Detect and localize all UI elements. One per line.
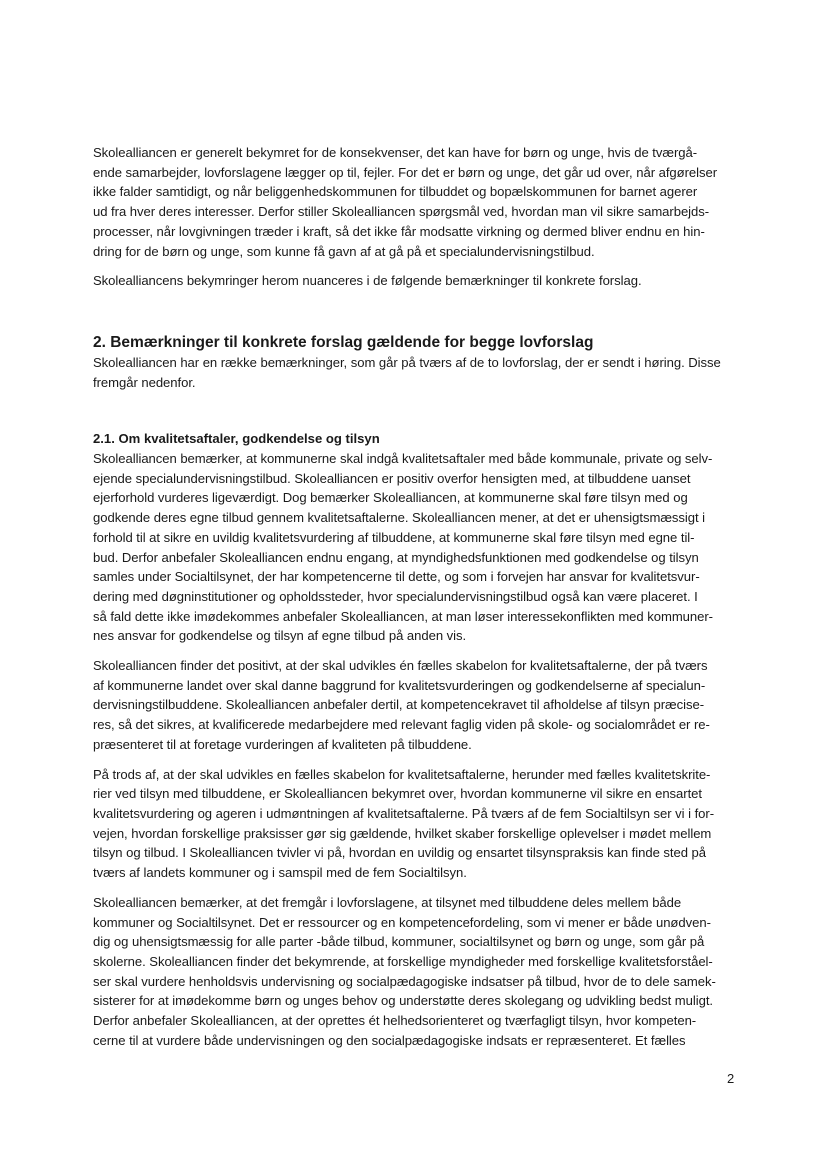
intro-section	[93, 143, 737, 291]
section-2-1-heading: 2.1. Om kvalitetsaftaler, godkendelse og tilsyn	[93, 431, 380, 447]
text-line: ud fra hver deres interesser. Derfor stiller Skolealliancen spørgsmål ved, hvordan man vil sikre samarbejds-	[93, 204, 710, 220]
text-line: kvalitetsvurdering og ageren i udmøntningen af kvalitetsaftalerne. På tværs af de fem Socialtilsyn ser vi i for-	[93, 805, 715, 821]
text-line: ser skal vurdere henholdsvis undervisning og socialpædagogiske indsatser på tilbud, hvor de to dele samek-	[93, 973, 716, 989]
text-line: ikke falder samtidigt, og når beliggenhedskommunen for tilbuddet og bopælskommunen for barnet agerer	[93, 184, 698, 200]
text-line: vejen, hvordan forskellige praksisser gør sig gældende, hvilket skaber forskellige oplevelser i mødet mellem	[93, 825, 712, 841]
paragraph	[93, 271, 737, 291]
text-line: godkende deres egne tilbud gennem kvalitetsaftalerne. Skolealliancen mener, at det er uhensigtsmæssigt i	[93, 510, 706, 526]
text-line: så fald dette ikke imødekommes anbefaler Skolealliancen, at man løser interessekonflikten med kommuner-	[93, 608, 713, 624]
text-line: res, så det sikres, at kvalificerede medarbejdere med relevant faglig viden på skole- og socialområdet er re-	[93, 717, 710, 733]
text-line: Skolealliancen er generelt bekymret for de konsekvenser, det kan have for børn og unge, hvis de tværgå-	[93, 145, 698, 160]
text-line: nes ansvar for godkendelse og tilsyn af egne tilbud på anden vis.	[93, 628, 467, 644]
text-line: tilsyn og tilbud. I Skolealliancen tvivler vi på, hvordan en uvildig og ensartet tilsynspraksis kan finde sted på	[93, 845, 707, 861]
text-line: forhold til at sikre en uvildig kvalitetsvurdering af tilbuddene, at kommunerne skal føre tilsyn med egne til-	[93, 529, 695, 545]
page-body	[93, 143, 737, 1060]
page-number: 2	[727, 1071, 735, 1086]
text-line: tværs af landets kommuner og i samspil med de fem Socialtilsyn.	[93, 865, 467, 881]
text-line: samles under Socialtilsynet, der har kompetencerne til dette, og som i forvejen har ansvar for kvalitetsvur-	[93, 569, 700, 585]
paragraph	[93, 449, 737, 646]
text-line: Skolealliancen har en række bemærkninger, som går på tværs af de to lovforslag, der er sendt i høring. Disse	[93, 354, 721, 370]
text-line: ejende specialundervisningstilbud. Skolealliancen er positiv overfor hensigten med, at tilbuddene uanset	[93, 470, 691, 486]
paragraph	[93, 143, 737, 261]
text-line: dring for de børn og unge, som kunne få gavn af at gå på et specialundervisningstilbud.	[93, 243, 595, 259]
text-line: kommuner og Socialtilsynet. Det er ressourcer og en kompetencefordeling, som vi mener er både unødven-	[93, 914, 711, 930]
section-2-1-body	[93, 449, 737, 1050]
text-line: cerne til at vurdere både undervisningen og den socialpædagogiske indsats er repræsenteret. Et fælles	[93, 1032, 686, 1048]
paragraph	[93, 656, 737, 755]
text-line: processer, når lovgivningen træder i kraft, så det ikke får modsatte virkning og dermed bliver endnu en hin-	[93, 223, 705, 239]
text-line: ende samarbejder, lovforslagene lægger op til, fejler. For det er børn og unge, det går ud over, når afgørelser	[93, 164, 718, 180]
text-line: Skolealliancen bemærker, at kommunerne skal indgå kvalitetsaftaler med både kommunale, private og selv-	[93, 451, 713, 467]
text-line: ejerforhold vurderes ligeværdigt. Dog bemærker Skolealliancen, at kommunerne skal føre tilsyn med og	[93, 490, 688, 506]
paragraph	[93, 765, 737, 883]
text-line: På trods af, at der skal udvikles en fælles skabelon for kvalitetsaftalerne, herunder med fælles kvalitetskrite-	[93, 766, 711, 782]
paragraph	[93, 893, 737, 1051]
text-line: Skolealliancen finder det positivt, at der skal udvikles én fælles skabelon for kvalitetsaftalerne, der på tværs	[93, 658, 708, 674]
text-line: af kommunerne landet over skal danne baggrund for kvalitetsvurderingen og godkendelserne af specialun-	[93, 677, 706, 693]
section-2-heading: 2. Bemærkninger til konkrete forslag gældende for begge lovforslag	[93, 333, 594, 351]
text-line: dering med døgninstitutioner og opholdssteder, hvor specialundervisningstilbud også kan være placeret. I	[93, 588, 698, 604]
text-line: bud. Derfor anbefaler Skolealliancen endnu engang, at myndighedsfunktionen med godkendelse og tilsyn	[93, 549, 699, 565]
text-line: præsenteret til at foretage vurderingen af kvaliteten på tilbuddene.	[93, 736, 472, 752]
text-line: sisterer for at imødekomme børn og unges behov og understøtte deres skolegang og udvikling bedst muligt.	[93, 993, 713, 1009]
section-2-intro	[93, 353, 737, 392]
text-line: Skolealliancen bemærker, at det fremgår i lovforslagene, at tilsynet med tilbuddene deles mellem både	[93, 894, 682, 910]
text-line: Skolealliancens bekymringer herom nuanceres i de følgende bemærkninger til konkrete forslag.	[93, 273, 642, 289]
text-line: fremgår nedenfor.	[93, 374, 196, 390]
text-line: Derfor anbefaler Skolealliancen, at der oprettes ét helhedsorienteret og tværfagligt tilsyn, hvor kompeten-	[93, 1013, 697, 1029]
text-line: dervisningstilbuddene. Skolealliancen anbefaler dertil, at kompetencekravet til afholdelse af tilsyn præcise-	[93, 697, 705, 713]
text-line: rier ved tilsyn med tilbuddene, er Skolealliancen bekymret over, hvordan kommunerne vil sikre en ensartet	[93, 786, 703, 802]
text-line: skolerne. Skolealliancen finder det bekymrende, at forskellige myndigheder med forskellige kvalitetsforståel-	[93, 953, 713, 969]
text-line: dig og uhensigtsmæssig for alle parter -både tilbud, kommuner, socialtilsynet og børn og unge, som går på	[93, 934, 705, 950]
